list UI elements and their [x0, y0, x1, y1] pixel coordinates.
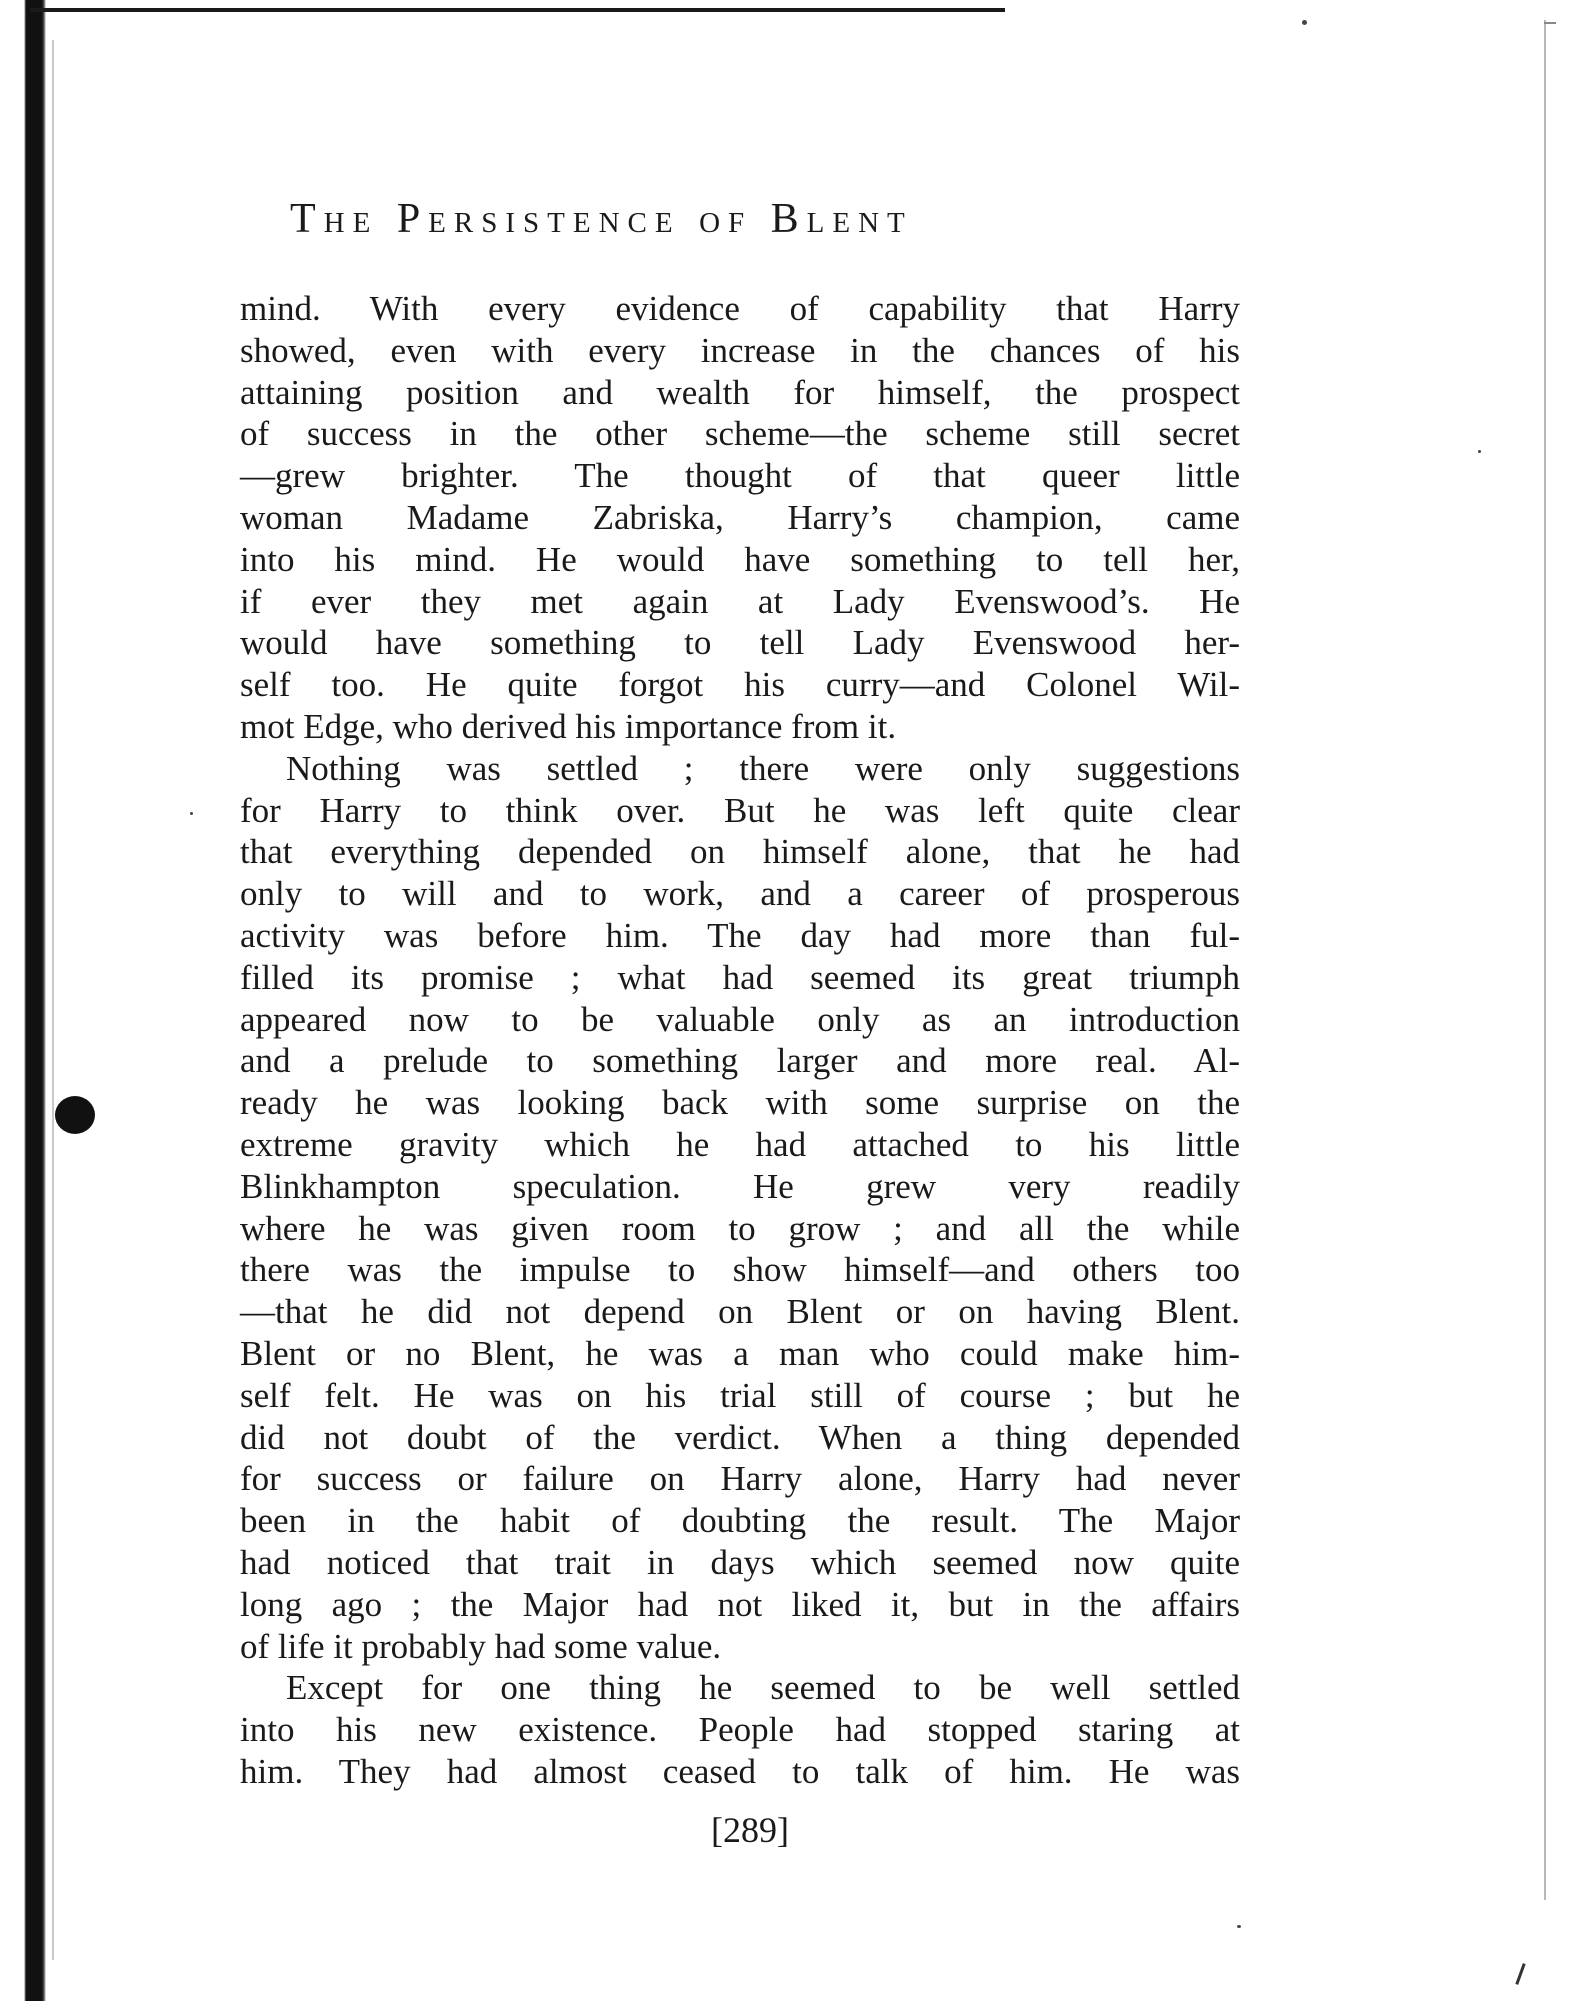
text-line: filled its promise ; what had seemed its great triumph [240, 957, 1240, 997]
text-line: him. They had almost ceased to talk of him. He was [240, 1751, 1240, 1791]
pen-mark [1515, 1963, 1525, 1985]
text-line: showed, even with every increase in the chances of his [240, 330, 1240, 370]
body-text [240, 288, 1240, 1793]
running-header: The Persistence of Blent [290, 196, 913, 242]
text-line: into his mind. He would have something to tell her, [240, 539, 1240, 579]
text-line: self felt. He was on his trial still of course ; but he [240, 1375, 1240, 1415]
text-line: Except for one thing he seemed to be well settled [286, 1668, 1240, 1708]
text-line: Nothing was settled ; there were only suggestions [286, 748, 1240, 788]
text-line: Blent or no Blent, he was a man who could make him- [240, 1333, 1240, 1373]
text-line: of life it probably had some value. [240, 1626, 722, 1666]
text-line: —that he did not depend on Blent or on having Blent. [240, 1292, 1240, 1332]
text-line: did not doubt of the verdict. When a thing depended [240, 1417, 1240, 1457]
ink-speck [1237, 1925, 1241, 1928]
ink-blot [55, 1096, 95, 1134]
ink-speck [190, 812, 193, 815]
text-line: appeared now to be valuable only as an introduction [240, 999, 1240, 1039]
page-right-edge-tick [1544, 22, 1556, 24]
text-line: that everything depended on himself alone, that he had [240, 832, 1240, 872]
text-line: for success or failure on Harry alone, Harry had never [240, 1459, 1240, 1499]
text-line: if ever they met again at Lady Evenswood’s. He [240, 581, 1240, 621]
text-line: extreme gravity which he had attached to his little [240, 1124, 1240, 1164]
text-line: attaining position and wealth for himself, the prospect [240, 372, 1240, 412]
text-line: had noticed that trait in days which seemed now quite [240, 1542, 1240, 1582]
text-line: woman Madame Zabriska, Harry’s champion, came [240, 497, 1240, 537]
text-line: ready he was looking back with some surprise on the [240, 1083, 1240, 1123]
page-right-edge-line [1544, 20, 1546, 1900]
text-line: where he was given room to grow ; and all the while [240, 1208, 1240, 1248]
page-number: [289] [711, 1810, 789, 1850]
text-line: self too. He quite forgot his curry—and Colonel Wil- [240, 665, 1240, 705]
text-line: long ago ; the Major had not liked it, but in the affairs [240, 1584, 1240, 1624]
page-left-edge-shadow [0, 0, 46, 2001]
text-line: Blinkhampton speculation. He grew very readily [240, 1166, 1240, 1206]
text-line: of success in the other scheme—the scheme still secret [240, 414, 1240, 454]
text-line: mind. With every evidence of capability that Harry [240, 289, 1240, 328]
page-top-rule [30, 8, 1005, 12]
text-line: only to will and to work, and a career of prosperous [240, 874, 1240, 914]
text-line: been in the habit of doubting the result. The Major [240, 1501, 1240, 1541]
text-line: there was the impulse to show himself—and others too [240, 1250, 1240, 1290]
text-line: activity was before him. The day had more than ful- [240, 915, 1240, 955]
text-line: and a prelude to something larger and more real. Al- [240, 1041, 1240, 1081]
page-left-edge-line [52, 40, 54, 1960]
text-line: for Harry to think over. But he was left quite clear [240, 790, 1240, 830]
text-line: mot Edge, who derived his importance from it. [240, 706, 897, 746]
text-line: into his new existence. People had stopped staring at [240, 1710, 1240, 1750]
ink-speck [1302, 20, 1307, 25]
ink-speck [1478, 450, 1481, 453]
text-line: would have something to tell Lady Evenswood her- [240, 623, 1240, 663]
text-line: —grew brighter. The thought of that queer little [240, 456, 1240, 496]
